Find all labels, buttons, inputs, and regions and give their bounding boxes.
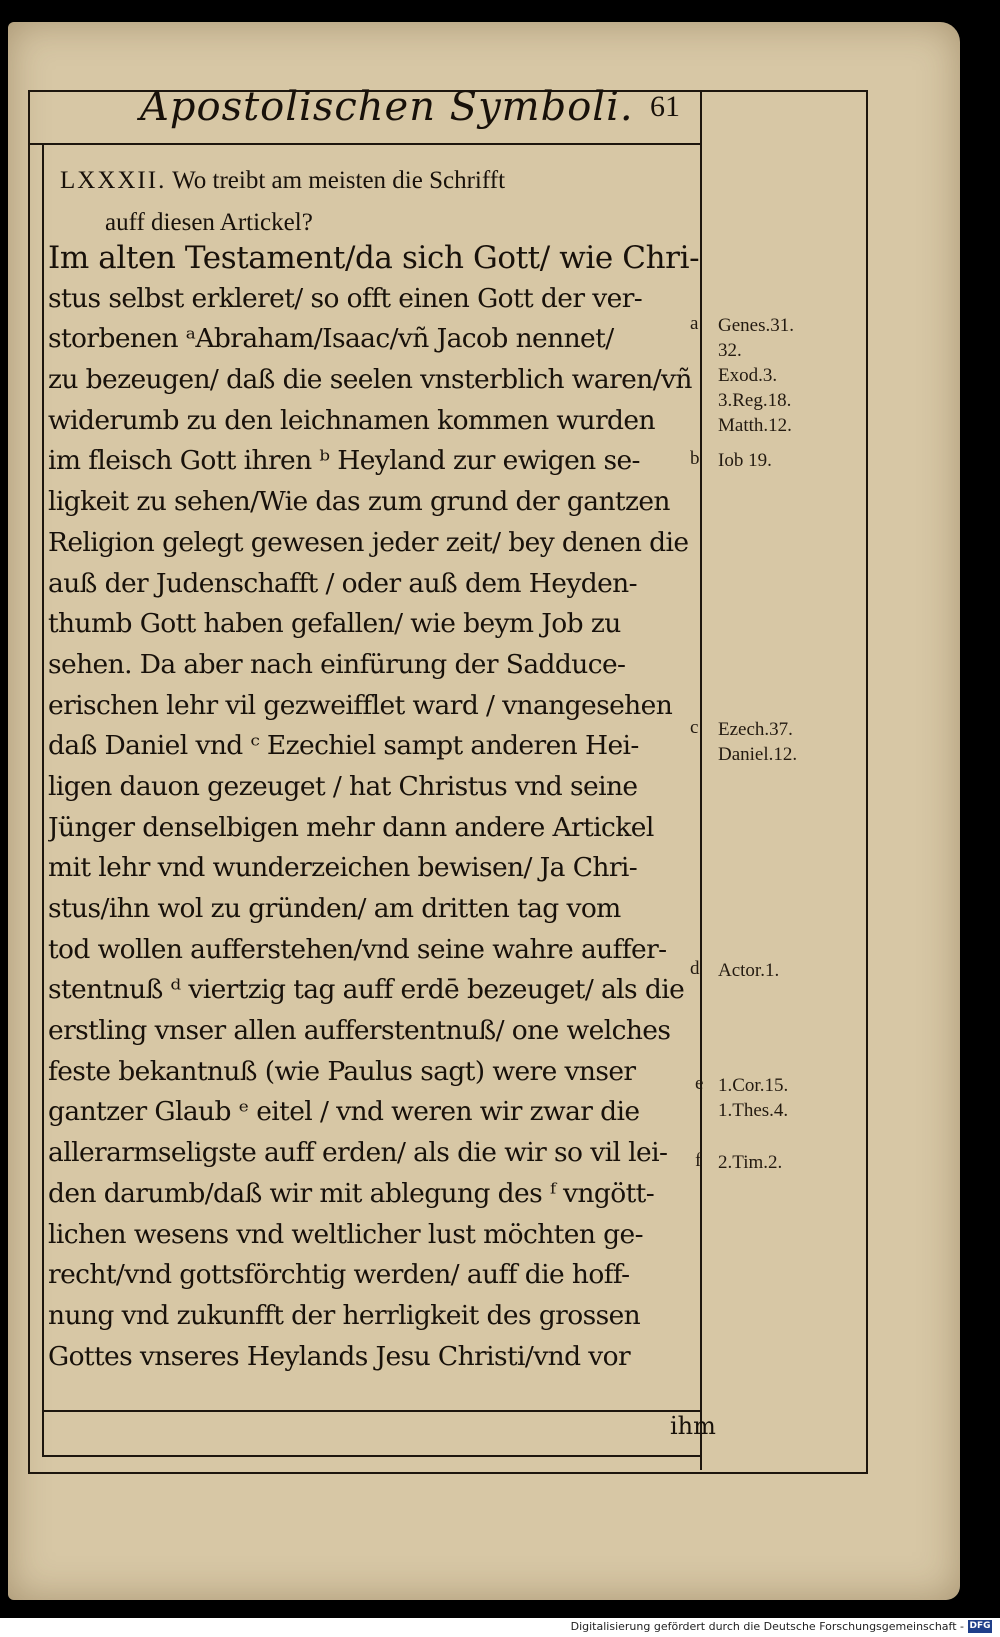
- footer-credit: Digitalisierung gefördert durch die Deutsche Forschungsgemeinschaft -: [570, 1620, 964, 1633]
- question-line-2: auff diesen Artickel?: [105, 209, 313, 236]
- margin-note: [718, 448, 858, 473]
- body-line: storbenen ᵃAbraham/Isaac/vñ Jacob nennet/: [48, 323, 614, 355]
- margin-note: [718, 313, 858, 438]
- margin-note-mark: e: [695, 1073, 704, 1094]
- question-heading: [60, 160, 690, 244]
- body-line: gantzer Glaub ᵉ eitel / vnd weren wir zwar die: [48, 1096, 640, 1128]
- margin-note-line: 3.Reg.18.: [718, 390, 792, 411]
- body-line: ligen dauon gezeuget / hat Christus vnd seine: [48, 770, 638, 802]
- running-title: Apostolischen Symboli.: [140, 84, 634, 130]
- body-line: auß der Judenschafft / oder auß dem Heyden-: [48, 567, 637, 599]
- margin-note-mark: f: [695, 1150, 702, 1171]
- body-line: zu bezeugen/ daß die seelen vnsterblich waren/vñ: [48, 364, 692, 396]
- question-number: LXXXII.: [60, 167, 167, 194]
- catchword: ihm: [670, 1412, 716, 1440]
- body-line: allerarmseligste auff erden/ als die wir so vil lei-: [48, 1137, 668, 1169]
- body-line: widerumb zu den leichnamen kommen wurden: [48, 404, 655, 436]
- margin-note-line: Actor.1.: [718, 960, 780, 981]
- margin-note: [718, 958, 858, 983]
- body-line: Gottes vnseres Heylands Jesu Christi/vnd vor: [48, 1340, 631, 1372]
- body-line: lichen wesens vnd weltlicher lust möchten ge-: [48, 1218, 643, 1250]
- body-line: daß Daniel vnd ᶜ Ezechiel sampt anderen Hei-: [48, 730, 639, 762]
- catchword-rule: [42, 1410, 700, 1412]
- margin-note: [718, 1150, 858, 1175]
- body-line: recht/vnd gottsförchtig werden/ auff die hoff-: [48, 1259, 630, 1291]
- body-line: Religion gelegt gewesen jeder zeit/ bey denen die: [48, 526, 689, 558]
- margin-note-line: 1.Thes.4.: [718, 1100, 789, 1121]
- dfg-logo: DFG: [969, 1621, 991, 1631]
- body-line: erischen lehr vil gezweifflet ward / vnangesehen: [48, 689, 673, 721]
- text-column-rule-left: [42, 143, 44, 1455]
- body-line: tod wollen aufferstehen/vnd seine wahre auffer-: [48, 933, 667, 965]
- body-line: erstling vnser allen aufferstentnuß/ one welches: [48, 1015, 671, 1047]
- margin-note-line: Matth.12.: [718, 415, 792, 436]
- body-line: sehen. Da aber nach einfürung der Sadduce-: [48, 648, 626, 680]
- margin-note-mark: b: [690, 448, 700, 469]
- margin-note-line: Ezech.37.: [718, 719, 793, 740]
- margin-note-mark: a: [690, 313, 699, 334]
- bottom-rule: [42, 1455, 700, 1457]
- margin-note: [718, 717, 858, 767]
- body-line: im fleisch Gott ihren ᵇ Heyland zur ewigen se-: [48, 445, 640, 477]
- body-line: feste bekantnuß (wie Paulus sagt) were vnser: [48, 1055, 636, 1087]
- margin-note-line: Daniel.12.: [718, 744, 798, 765]
- margin-note: [718, 1073, 858, 1123]
- body-line: nung vnd zukunfft der herrligkeit des grossen: [48, 1299, 641, 1331]
- body-text: [48, 238, 708, 1377]
- margin-note-line: 1.Cor.15.: [718, 1075, 789, 1096]
- margin-note-mark: c: [690, 717, 699, 738]
- body-line: thumb Gott haben gefallen/ wie beym Job zu: [48, 608, 621, 640]
- question-line-1: [60, 160, 690, 202]
- margin-note-line: Iob 19.: [718, 450, 772, 471]
- margin-note-line: 32.: [718, 340, 742, 361]
- body-line: Jünger denselbigen mehr dann andere Artickel: [48, 811, 654, 843]
- header-rule: [28, 143, 700, 145]
- body-line: Im alten Testament/da sich Gott/ wie Chri-: [48, 240, 700, 276]
- body-line: stus/ihn wol zu gründen/ am dritten tag vom: [48, 893, 621, 924]
- margin-note-line: 2.Tim.2.: [718, 1152, 783, 1173]
- body-line: den darumb/daß wir mit ablegung des ᶠ vngött-: [48, 1177, 655, 1209]
- margin-note-line: Genes.31.: [718, 315, 794, 336]
- page-number: 61: [650, 90, 680, 123]
- margin-note-line: Exod.3.: [718, 365, 778, 386]
- body-line: stus selbst erkleret/ so offt einen Gott der ver-: [48, 282, 643, 314]
- margin-note-mark: d: [690, 958, 700, 979]
- body-line: stentnuß ᵈ viertzig tag auff erdē bezeuget/ als die: [48, 974, 685, 1006]
- body-line: ligkeit zu sehen/Wie das zum grund der gantzen: [48, 486, 670, 518]
- body-line: mit lehr vnd wunderzeichen bewisen/ Ja Chri-: [48, 852, 638, 884]
- question-text-1: Wo treibt am meisten die Schrifft: [172, 167, 506, 194]
